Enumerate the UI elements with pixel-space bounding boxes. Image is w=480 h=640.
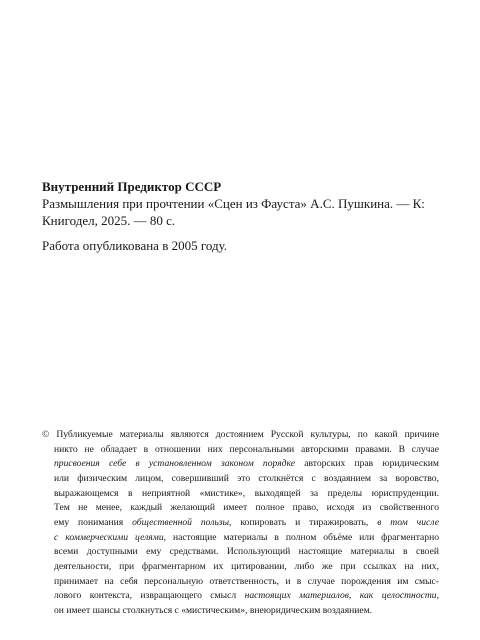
copyright-line	[42, 428, 439, 443]
copyright-line	[42, 487, 439, 502]
copyright-emphasis: в том числе	[377, 516, 439, 528]
copyright-line	[42, 531, 439, 546]
author-name: Внутренний Предиктор СССР	[42, 179, 222, 194]
copyright-text: ,	[436, 590, 439, 602]
copyright-line	[42, 457, 439, 472]
copyright-text: лового контекста, извращающего смысл	[54, 590, 245, 602]
copyright-text: ему понимания	[54, 516, 133, 528]
copyright-line	[42, 501, 439, 516]
copyright-text: авторских прав юридическим	[295, 458, 439, 470]
copyright-text: , настоящие материалы в полном объёме или фрагментарно	[163, 531, 439, 543]
copyright-text: выражающемся в неприятной «мистике», выходящей за пределы юриспруденции.	[54, 487, 439, 499]
copyright-line	[42, 443, 439, 458]
copyright-line	[42, 545, 439, 560]
copyright-line	[42, 604, 439, 619]
title-line-1: Размышления при прочтении «Сцен из Фауста» А.С. Пушкина. — К:	[42, 196, 425, 211]
copyright-emphasis: настоящих материалов, как целостности	[244, 590, 437, 602]
bibliographic-record	[42, 179, 442, 229]
copyright-line	[42, 560, 439, 575]
copyright-line	[42, 472, 439, 487]
copyright-text: Тем не менее, каждый желающий имеет полное право, исходя из свойственного	[54, 502, 439, 514]
copyright-emphasis: с коммерческими целями	[54, 531, 164, 543]
copyright-text: деятельности, при фрагментарном их цитировании, либо же при ссылках на них,	[54, 560, 439, 572]
copyright-line	[42, 575, 439, 590]
copyright-text: принимает на себя персональную ответственность, и в случае порождения им смыс-	[54, 575, 439, 587]
copyright-text: © Публикуемые материалы являются достоянием Русской культуры, по какой причине	[42, 429, 439, 440]
copyright-emphasis: общественной пользы	[132, 516, 230, 528]
copyright-notice	[42, 428, 439, 619]
copyright-line	[42, 589, 439, 604]
title-line-2: Книгодел, 2025. — 80 с.	[42, 213, 176, 228]
copyright-text: никто не обладает в отношении них персональными авторскими правами. В случае	[54, 443, 439, 455]
copyright-text: , копировать и тиражировать,	[229, 516, 378, 528]
copyright-text: всеми доступными ему средствами. Использующий настоящие материалы в своей	[54, 546, 439, 558]
copyright-text: или физическим лицом, совершивший это столкнётся с воздаянием за воровство,	[54, 472, 439, 484]
copyright-text: он имеет шансы столкнуться с «мистическим», внеюридическим воздаянием.	[54, 604, 373, 616]
publication-note: Работа опубликована в 2005 году.	[42, 238, 228, 253]
copyright-emphasis: присвоения себе в установленном законом порядке	[54, 458, 296, 470]
copyright-line	[42, 516, 439, 531]
